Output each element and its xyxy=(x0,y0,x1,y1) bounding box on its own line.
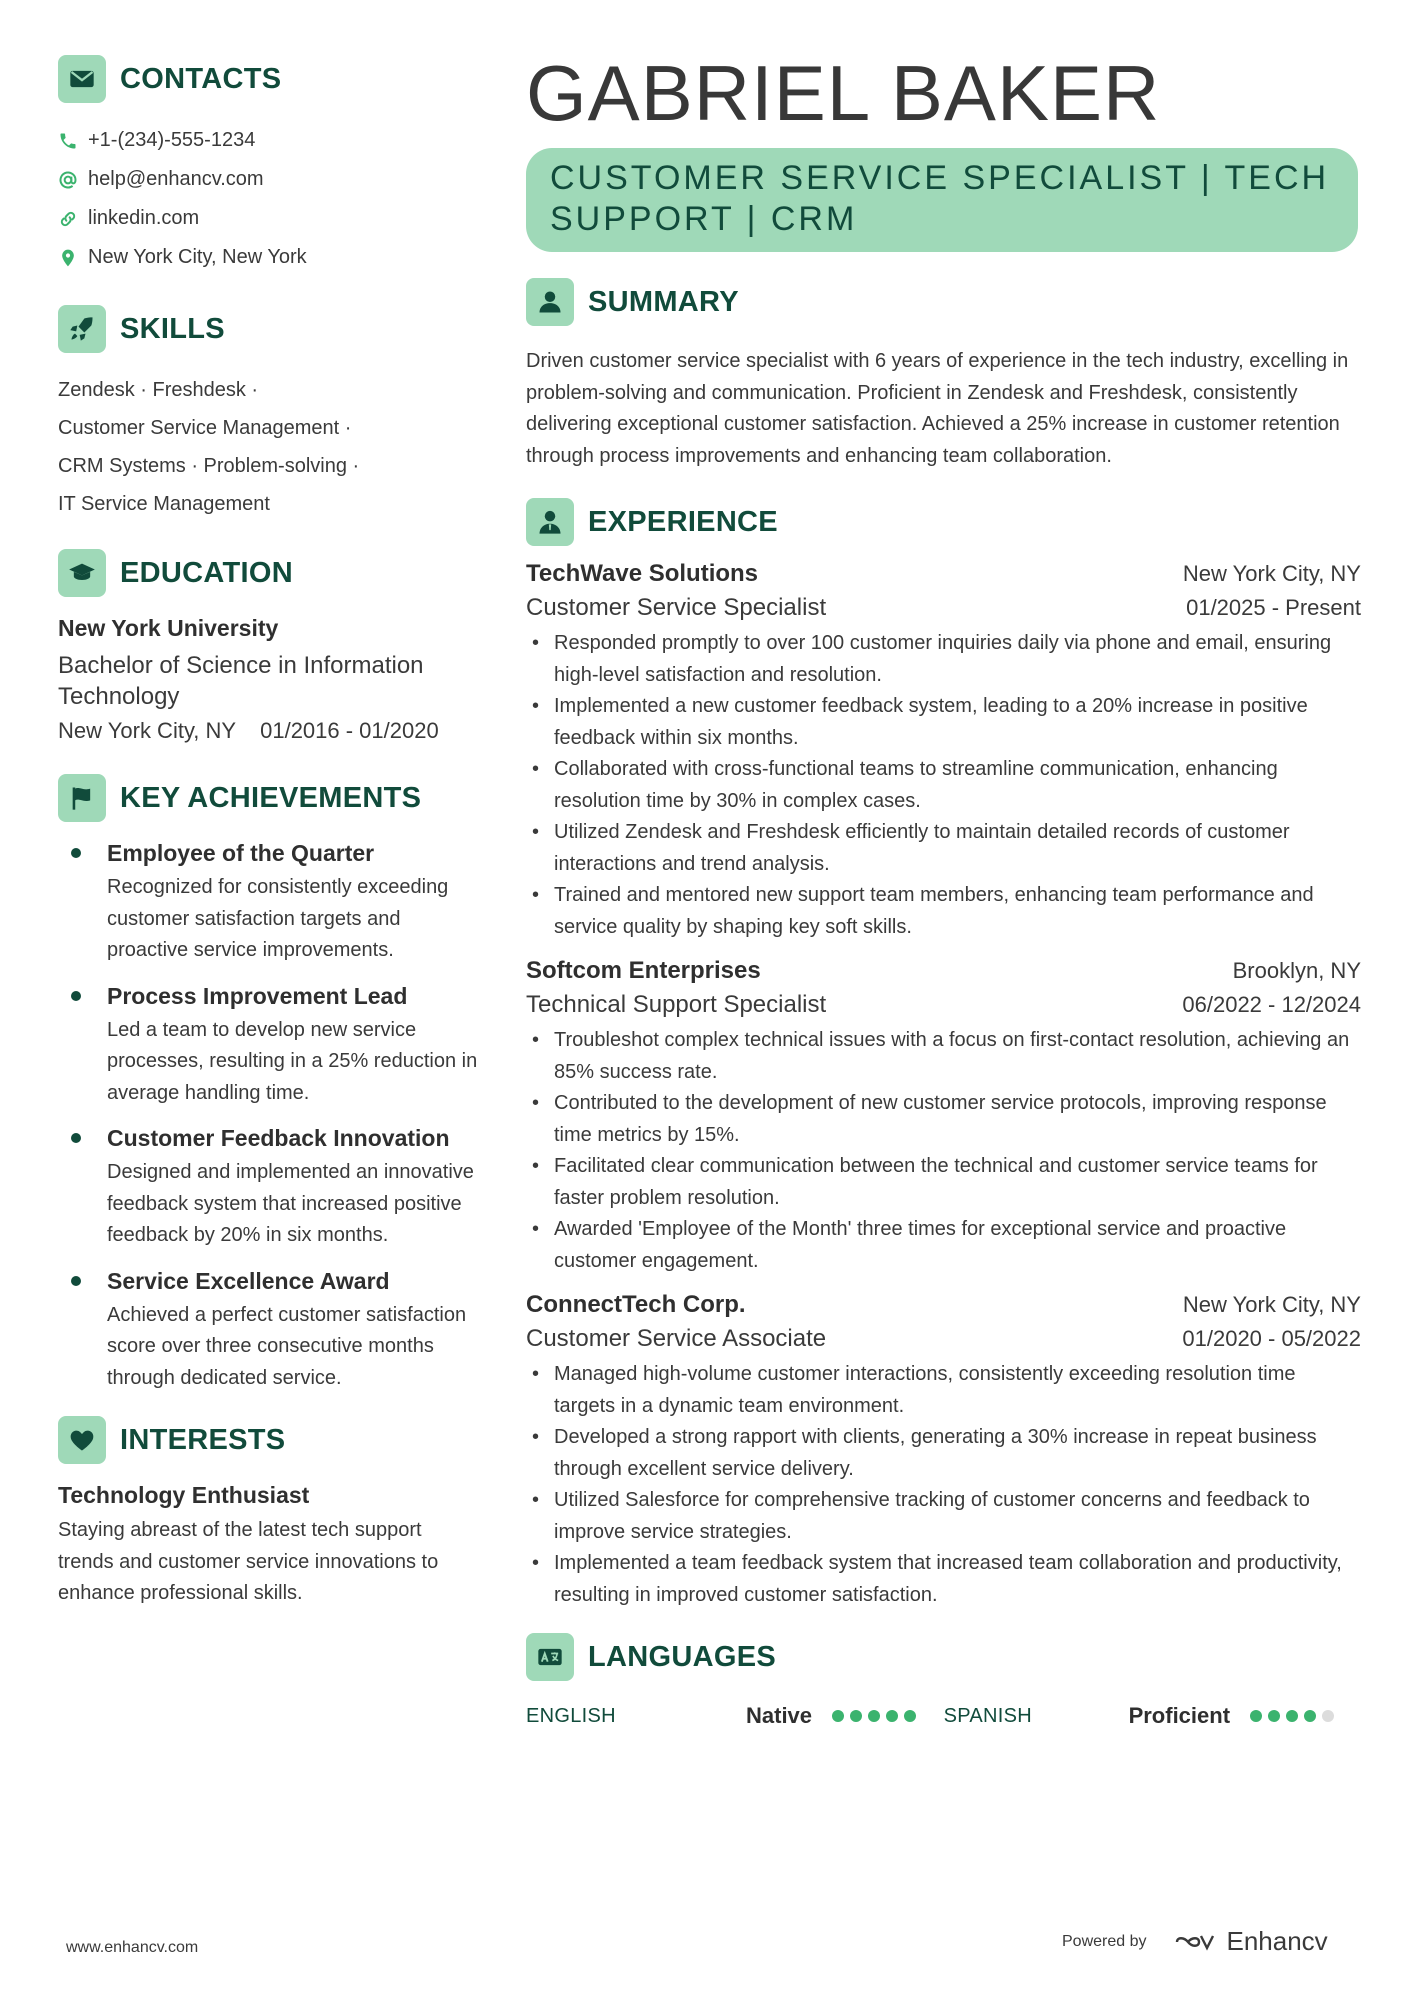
job-bullet: • Implemented a new customer feedback system, leading to a 20% increase in positive feedback within six months. xyxy=(526,691,1361,754)
job-location: Brooklyn, NY xyxy=(1232,958,1361,983)
job-location: New York City, NY xyxy=(1182,561,1361,586)
experience-item xyxy=(526,560,1361,943)
section-title-skills: SKILLS xyxy=(120,312,225,345)
job-bullet: • Implemented a team feedback system that increased team collaboration and productivity, resulting in improved customer satisfaction. xyxy=(526,1548,1361,1611)
bullet-dot xyxy=(71,1276,81,1286)
job-company: ConnectTech Corp. xyxy=(526,1291,746,1318)
education-header xyxy=(58,549,478,597)
contact-linkedin-text: linkedin.com xyxy=(88,207,200,229)
summary-header xyxy=(526,278,1361,326)
section-title-education: EDUCATION xyxy=(120,556,293,589)
contact-email xyxy=(58,160,478,199)
section-title-contacts: CONTACTS xyxy=(120,62,282,95)
skills-header xyxy=(58,305,478,353)
briefcase-person-icon xyxy=(526,498,574,546)
achievements-list xyxy=(58,838,478,1394)
job-bullets xyxy=(526,628,1361,943)
language-item xyxy=(526,1703,924,1729)
contact-location-text: New York City, New York xyxy=(88,246,307,268)
achievement-item xyxy=(58,1266,478,1395)
job-header-row xyxy=(526,1291,1361,1319)
achievement-desc: Designed and implemented an innovative feedback system that increased positive feedback by 20% in six months. xyxy=(107,1161,474,1246)
proficiency-dot-filled xyxy=(868,1710,880,1722)
job-company: TechWave Solutions xyxy=(526,560,759,587)
section-title-summary: SUMMARY xyxy=(588,285,739,318)
left-column xyxy=(58,55,478,1610)
title-banner xyxy=(526,148,1358,252)
contact-phone xyxy=(58,121,478,160)
right-column xyxy=(526,48,1361,1729)
job-bullet: • Managed high-volume customer interactions, consistently exceeding resolution time targets in a dynamic team environment. xyxy=(526,1359,1361,1422)
job-header-row xyxy=(526,957,1361,985)
section-title-achievements: KEY ACHIEVEMENTS xyxy=(120,781,422,814)
translate-icon xyxy=(526,1633,574,1681)
proficiency-dot-filled xyxy=(904,1710,916,1722)
achievement-title: Process Improvement Lead xyxy=(107,982,408,1009)
achievement-desc: Led a team to develop new service processes, resulting in a 25% reduction in average handling time. xyxy=(107,1018,478,1104)
education-school: New York University xyxy=(58,615,279,641)
job-bullets xyxy=(526,1359,1361,1611)
contacts-list xyxy=(58,121,478,277)
interest-entry xyxy=(58,1482,478,1610)
footer-branding xyxy=(1062,1926,1328,1957)
skills-list xyxy=(58,371,478,523)
bullet-dot xyxy=(71,1133,81,1143)
map-pin-icon xyxy=(58,248,78,268)
at-icon xyxy=(58,170,78,190)
languages-row xyxy=(526,1703,1361,1729)
achievement-item xyxy=(58,838,478,967)
bullet-dot xyxy=(71,991,81,1001)
section-title-interests: INTERESTS xyxy=(120,1423,286,1456)
graduation-cap-icon xyxy=(58,549,106,597)
job-bullet: • Utilized Zendesk and Freshdesk efficiently to maintain detailed records of customer interactions and trend analysis. xyxy=(526,817,1361,880)
achievement-title: Employee of the Quarter xyxy=(107,840,375,866)
achievement-desc: Recognized for consistently exceeding customer satisfaction targets and proactive service improvements. xyxy=(107,876,449,961)
job-role: Customer Service Associate xyxy=(526,1325,827,1352)
job-bullet: • Collaborated with cross-functional teams to streamline communication, enhancing resolution time by 30% in complex cases. xyxy=(526,754,1361,817)
summary-text: Driven customer service specialist with 6 years of experience in the tech industry, excelling in problem-solving and communication. Proficient in Zendesk and Freshdesk, consistently delivering exceptional customer satisfaction. Achieved a 25% increase in customer retention through process improvements and enhancing team collaboration. xyxy=(526,350,1349,467)
contact-email-text: help@enhancv.com xyxy=(88,168,264,190)
experience-header xyxy=(526,498,1361,546)
experience-item xyxy=(526,957,1361,1277)
proficiency-dot-filled xyxy=(886,1710,898,1722)
section-title-languages: LANGUAGES xyxy=(588,1640,776,1673)
job-role-row xyxy=(526,991,1361,1019)
achievements-header xyxy=(58,774,478,822)
education-meta xyxy=(58,718,478,744)
job-dates: 01/2020 - 05/2022 xyxy=(1182,1326,1361,1351)
job-bullet: • Troubleshot complex technical issues with a focus on first-contact resolution, achieving an 85% success rate. xyxy=(526,1025,1361,1088)
proficiency-dot-filled xyxy=(832,1710,844,1722)
rocket-icon xyxy=(58,305,106,353)
job-role: Customer Service Specialist xyxy=(526,594,827,621)
achievement-item xyxy=(58,1123,478,1252)
brand-name: Enhancv xyxy=(1226,1926,1328,1956)
contact-location xyxy=(58,238,478,277)
languages-header xyxy=(526,1633,1361,1681)
achievement-title: Service Excellence Award xyxy=(107,1267,390,1294)
job-company: Softcom Enterprises xyxy=(526,957,761,984)
flag-icon xyxy=(58,774,106,822)
education-dates: 01/2016 - 01/2020 xyxy=(260,718,439,743)
proficiency-dot-filled xyxy=(1304,1710,1316,1722)
interest-desc: Staying abreast of the latest tech support trends and customer service innovations to enhance professional skills. xyxy=(58,1519,439,1604)
proficiency-dot-filled xyxy=(1268,1710,1280,1722)
job-bullet: • Developed a strong rapport with clients, generating a 30% increase in repeat business through excellent service delivery. xyxy=(526,1422,1361,1485)
job-bullet: • Awarded 'Employee of the Month' three times for exceptional service and proactive customer engagement. xyxy=(526,1214,1361,1277)
heart-icon xyxy=(58,1416,106,1464)
language-name: ENGLISH xyxy=(526,1704,616,1727)
achievement-title: Customer Feedback Innovation xyxy=(107,1125,450,1151)
skill-line: Customer Service Management · xyxy=(58,417,352,439)
job-header-row xyxy=(526,560,1361,588)
job-bullet: • Responded promptly to over 100 customer inquiries daily via phone and email, ensuring high-level satisfaction and resolution. xyxy=(526,628,1361,691)
phone-icon xyxy=(58,131,78,151)
achievement-item xyxy=(58,981,478,1110)
job-bullet: • Facilitated clear communication between the technical and customer service teams for faster problem resolution. xyxy=(526,1151,1361,1214)
job-role-row xyxy=(526,594,1361,622)
section-title-experience: EXPERIENCE xyxy=(588,505,778,538)
language-level: Proficient xyxy=(1128,1703,1231,1728)
powered-by-text: Powered by xyxy=(1062,1932,1147,1950)
education-entry xyxy=(58,615,478,744)
job-bullets xyxy=(526,1025,1361,1277)
link-icon xyxy=(58,209,78,229)
skill-line: CRM Systems · Problem-solving · xyxy=(58,455,360,477)
contact-linkedin xyxy=(58,199,478,238)
proficiency-dot-filled xyxy=(850,1710,862,1722)
job-bullet: • Utilized Salesforce for comprehensive tracking of customer concerns and feedback to improve service strategies. xyxy=(526,1485,1361,1548)
job-location: New York City, NY xyxy=(1182,1292,1361,1317)
user-icon xyxy=(526,278,574,326)
job-role-row xyxy=(526,1325,1361,1353)
proficiency-dot-filled xyxy=(1286,1710,1298,1722)
skill-line: Zendesk · Freshdesk · xyxy=(58,379,259,401)
job-role: Technical Support Specialist xyxy=(526,991,827,1018)
skill-line: IT Service Management xyxy=(58,493,270,515)
job-dates: 06/2022 - 12/2024 xyxy=(1182,992,1361,1017)
envelope-icon xyxy=(58,55,106,103)
contact-phone-text: +1-(234)-555-1234 xyxy=(88,129,256,151)
brand-logo[interactable] xyxy=(1173,1926,1328,1957)
achievement-desc: Achieved a perfect customer satisfaction score over three consecutive months through dedicated service. xyxy=(107,1303,467,1389)
job-bullet: • Trained and mentored new support team members, enhancing team performance and service quality by shaping key soft skills. xyxy=(526,880,1361,943)
footer-website[interactable]: www.enhancv.com xyxy=(66,1939,199,1956)
job-dates: 01/2025 - Present xyxy=(1186,595,1361,620)
experience-item xyxy=(526,1291,1361,1611)
enhancv-logo-icon xyxy=(1173,1930,1219,1954)
candidate-title: CUSTOMER SERVICE SPECIALIST | TECH SUPPORT | CRM xyxy=(550,159,1330,238)
education-degree: Bachelor of Science in Information Technology xyxy=(58,652,424,710)
contacts-header xyxy=(58,55,478,103)
job-bullet: • Contributed to the development of new customer service protocols, improving response time metrics by 15%. xyxy=(526,1088,1361,1151)
proficiency-dot-filled xyxy=(1250,1710,1262,1722)
interests-header xyxy=(58,1416,478,1464)
language-item xyxy=(944,1703,1361,1729)
bullet-dot xyxy=(71,848,81,858)
interest-title: Technology Enthusiast xyxy=(58,1482,310,1508)
language-proficiency-dots xyxy=(832,1710,922,1722)
language-name: SPANISH xyxy=(943,1704,1032,1727)
proficiency-dot-empty xyxy=(1322,1710,1334,1722)
language-proficiency-dots xyxy=(1250,1710,1340,1722)
education-location: New York City, NY xyxy=(58,718,237,743)
candidate-name: GABRIEL BAKER xyxy=(526,49,1161,137)
language-level: Native xyxy=(746,1703,813,1728)
